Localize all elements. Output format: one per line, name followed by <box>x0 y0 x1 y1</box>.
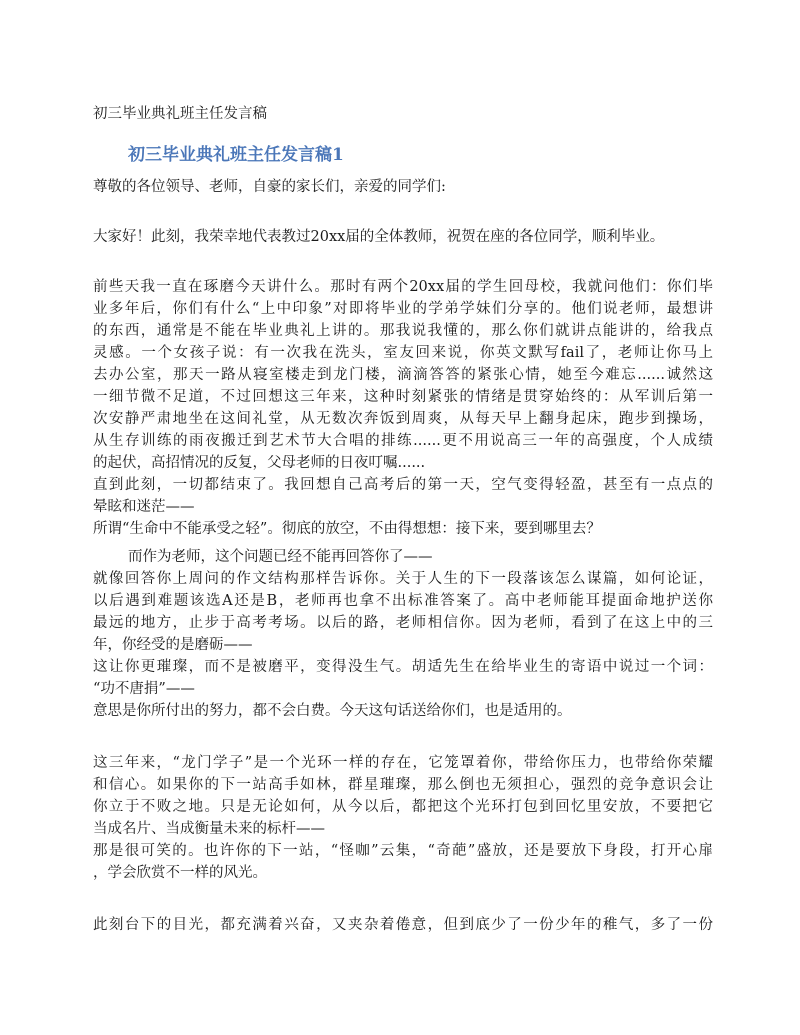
paragraph-line: 晕眩和迷茫—— <box>93 499 195 515</box>
paragraph-line: “功不唐捐”—— <box>93 681 195 697</box>
salutation: 尊敬的各位领导、老师，自豪的家长们，亲爱的同学们: <box>93 179 446 195</box>
paragraph-line: 这三年来，“龙门学子”是一个光环一样的存在，它笼罩着你，带给你压力，也带给你荣耀 <box>93 755 713 771</box>
paragraph-line: 次安静严肃地坐在这间礼堂，从无数次奔饭到周爽，从每天早上翻身起床，跑步到操场， <box>93 411 713 427</box>
paragraph-line: 灵感。一个女孩子说：有一次我在洗头，室友回来说，你英文默写fail了，老师让你马上 <box>93 345 713 361</box>
paragraph-line: 以后遇到难题该选A还是B，老师再也拿不出标准答案了。高中老师能耳提面命地护送你 <box>93 593 713 609</box>
paragraph-line: 此刻台下的目光，都充满着兴奋，又夹杂着倦意，但到底少了一份少年的稚气，多了一份 <box>93 917 713 933</box>
paragraph-line: 最远的地方，止步于高考考场。以后的路，老师相信你。因为老师，看到了在这上中的三 <box>93 615 713 631</box>
paragraph-line: 而作为老师，这个问题已经不能再回答你了—— <box>128 549 433 565</box>
paragraph-line: 年，你经受的是磨砺—— <box>93 637 253 653</box>
paragraph-line: 的起伏，高招情况的反复，父母老师的日夜叮嘱...... <box>93 455 426 471</box>
paragraph-line: 当成名片、当成衡量未来的标杆—— <box>93 821 325 837</box>
greeting-paragraph: 大家好！此刻，我荣幸地代表教过20xx届的全体教师，祝贺在座的各位同学，顺利毕业。 <box>93 229 665 245</box>
paragraph-line: 一细节微不足道，不过回想这三年来，这种时刻紧张的情绪是贯穿始终的：从军训后第一 <box>93 389 713 405</box>
paragraph-line: 这让你更璀璨，而不是被磨平，变得没生气。胡适先生在给毕业生的寄语中说过一个词： <box>93 659 713 675</box>
paragraph-line: ，学会欣赏不一样的风光。 <box>93 865 267 881</box>
paragraph-line: 那是很可笑的。也许你的下一站，“怪咖”云集，“奇葩”盛放，还是要放下身段，打开心扉 <box>93 843 713 859</box>
paragraph-line: 你立于不败之地。只是无论如何，从今以后，都把这个光环打包到回忆里安放，不要把它 <box>93 799 713 815</box>
document-title: 初三毕业典礼班主任发言稿 <box>93 106 267 122</box>
paragraph-line: 所谓“生命中不能承受之轻”。彻底的放空，不由得想想：接下来，要到哪里去？ <box>93 521 601 537</box>
section-heading: 初三毕业典礼班主任发言稿1 <box>128 145 344 165</box>
paragraph-line: 就像回答你上周问的作文结构那样告诉你。关于人生的下一段落该怎么谋篇，如何论证， <box>93 571 713 587</box>
paragraph-line: 前些天我一直在琢磨今天讲什么。那时有两个20xx届的学生回母校，我就问他们：你们毕 <box>93 279 713 295</box>
paragraph-line: 业多年后，你们有什么“上中印象”对即将毕业的学弟学妹们分享的。他们说老师，最想讲 <box>93 301 713 317</box>
paragraph-line: 从生存训练的雨夜搬迁到艺术节大合唱的排练......更不用说高三一年的高强度，个人成绩 <box>93 433 713 449</box>
paragraph-line: 的东西，通常是不能在毕业典礼上讲的。那我说我懂的，那么你们就讲点能讲的，给我点 <box>93 323 713 339</box>
paragraph-line: 意思是你所付出的努力，都不会白费。今天这句话送给你们，也是适用的。 <box>93 703 572 719</box>
paragraph-line: 去办公室，那天一路从寝室楼走到龙门楼，滴滴答答的紧张心情，她至今难忘......诚然这 <box>93 367 713 383</box>
paragraph-line: 直到此刻，一切都结束了。我回想自己高考后的第一天，空气变得轻盈，甚至有一点点的 <box>93 477 713 493</box>
paragraph-line: 和信心。如果你的下一站高手如林，群星璀璨，那么倒也无须担心，强烈的竞争意识会让 <box>93 777 713 793</box>
